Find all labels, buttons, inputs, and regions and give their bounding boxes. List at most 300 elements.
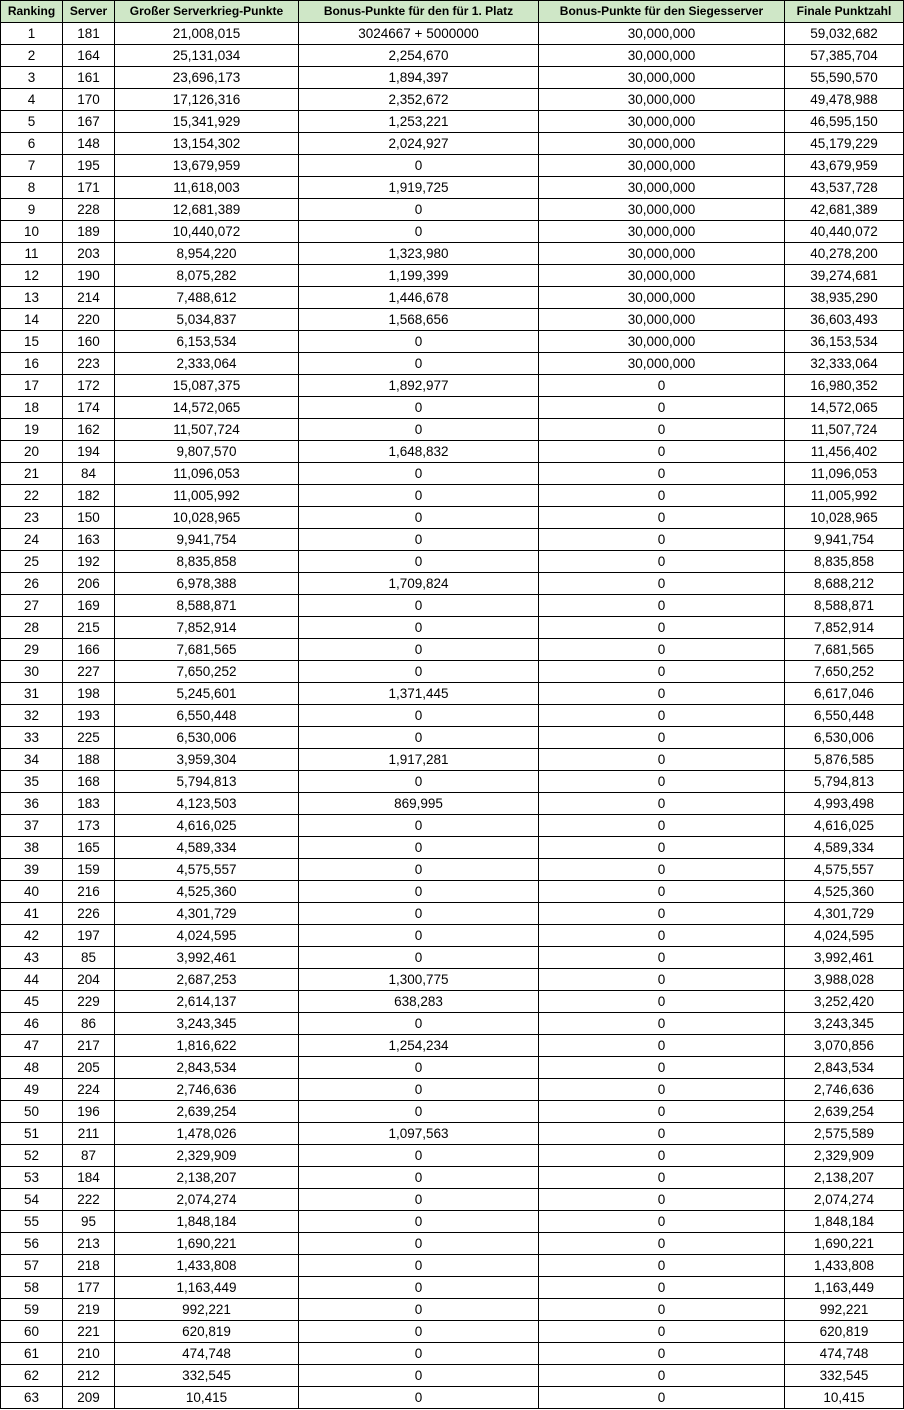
cell-server: 226 <box>63 903 115 925</box>
cell-ranking: 52 <box>1 1145 63 1167</box>
cell-serverwar-points: 2,614,137 <box>115 991 299 1013</box>
cell-server: 213 <box>63 1233 115 1255</box>
table-row <box>1 1079 904 1101</box>
cell-first-place-bonus: 1,917,281 <box>299 749 539 771</box>
cell-ranking: 11 <box>1 243 63 265</box>
cell-ranking: 60 <box>1 1321 63 1343</box>
cell-serverwar-points: 11,005,992 <box>115 485 299 507</box>
table-row <box>1 749 904 771</box>
cell-final-score: 8,588,871 <box>785 595 904 617</box>
cell-server: 172 <box>63 375 115 397</box>
cell-server: 196 <box>63 1101 115 1123</box>
cell-final-score: 11,456,402 <box>785 441 904 463</box>
cell-first-place-bonus: 0 <box>299 947 539 969</box>
cell-server: 195 <box>63 155 115 177</box>
cell-server: 177 <box>63 1277 115 1299</box>
cell-serverwar-points: 21,008,015 <box>115 23 299 45</box>
cell-serverwar-points: 5,245,601 <box>115 683 299 705</box>
cell-first-place-bonus: 1,648,832 <box>299 441 539 463</box>
cell-server: 214 <box>63 287 115 309</box>
cell-server: 181 <box>63 23 115 45</box>
cell-final-score: 6,550,448 <box>785 705 904 727</box>
table-row <box>1 1321 904 1343</box>
cell-final-score: 38,935,290 <box>785 287 904 309</box>
cell-server: 219 <box>63 1299 115 1321</box>
cell-victory-server-bonus: 0 <box>539 639 785 661</box>
cell-serverwar-points: 620,819 <box>115 1321 299 1343</box>
cell-first-place-bonus: 0 <box>299 771 539 793</box>
cell-victory-server-bonus: 0 <box>539 1167 785 1189</box>
table-row <box>1 727 904 749</box>
table-row <box>1 67 904 89</box>
cell-victory-server-bonus: 0 <box>539 859 785 881</box>
table-row <box>1 441 904 463</box>
table-row <box>1 23 904 45</box>
cell-serverwar-points: 10,028,965 <box>115 507 299 529</box>
cell-final-score: 1,848,184 <box>785 1211 904 1233</box>
cell-serverwar-points: 9,807,570 <box>115 441 299 463</box>
cell-serverwar-points: 12,681,389 <box>115 199 299 221</box>
table-row <box>1 507 904 529</box>
cell-serverwar-points: 6,978,388 <box>115 573 299 595</box>
cell-first-place-bonus: 0 <box>299 1145 539 1167</box>
cell-server: 162 <box>63 419 115 441</box>
cell-ranking: 2 <box>1 45 63 67</box>
cell-ranking: 10 <box>1 221 63 243</box>
header-first-place-bonus: Bonus-Punkte für den für 1. Platz <box>299 1 539 23</box>
table-row <box>1 45 904 67</box>
cell-final-score: 45,179,229 <box>785 133 904 155</box>
cell-victory-server-bonus: 0 <box>539 441 785 463</box>
cell-server: 194 <box>63 441 115 463</box>
cell-server: 229 <box>63 991 115 1013</box>
cell-server: 167 <box>63 111 115 133</box>
cell-server: 169 <box>63 595 115 617</box>
cell-first-place-bonus: 0 <box>299 199 539 221</box>
cell-final-score: 332,545 <box>785 1365 904 1387</box>
cell-victory-server-bonus: 0 <box>539 683 785 705</box>
table-row <box>1 1211 904 1233</box>
cell-server: 221 <box>63 1321 115 1343</box>
cell-final-score: 4,575,557 <box>785 859 904 881</box>
cell-serverwar-points: 7,488,612 <box>115 287 299 309</box>
cell-victory-server-bonus: 0 <box>539 793 785 815</box>
cell-final-score: 4,024,595 <box>785 925 904 947</box>
cell-serverwar-points: 2,074,274 <box>115 1189 299 1211</box>
cell-first-place-bonus: 0 <box>299 155 539 177</box>
table-row <box>1 133 904 155</box>
cell-serverwar-points: 6,550,448 <box>115 705 299 727</box>
cell-first-place-bonus: 0 <box>299 1255 539 1277</box>
cell-victory-server-bonus: 0 <box>539 1343 785 1365</box>
table-row <box>1 595 904 617</box>
cell-ranking: 43 <box>1 947 63 969</box>
cell-first-place-bonus: 0 <box>299 705 539 727</box>
cell-serverwar-points: 14,572,065 <box>115 397 299 419</box>
header-server: Server <box>63 1 115 23</box>
table-body <box>1 23 904 1409</box>
cell-ranking: 49 <box>1 1079 63 1101</box>
cell-final-score: 474,748 <box>785 1343 904 1365</box>
cell-server: 166 <box>63 639 115 661</box>
table-row <box>1 793 904 815</box>
cell-server: 170 <box>63 89 115 111</box>
cell-serverwar-points: 1,433,808 <box>115 1255 299 1277</box>
header-final-score: Finale Punktzahl <box>785 1 904 23</box>
cell-first-place-bonus: 0 <box>299 595 539 617</box>
cell-victory-server-bonus: 0 <box>539 1211 785 1233</box>
cell-victory-server-bonus: 0 <box>539 1189 785 1211</box>
cell-victory-server-bonus: 0 <box>539 1365 785 1387</box>
cell-final-score: 6,617,046 <box>785 683 904 705</box>
cell-victory-server-bonus: 30,000,000 <box>539 89 785 111</box>
cell-ranking: 44 <box>1 969 63 991</box>
cell-serverwar-points: 8,835,858 <box>115 551 299 573</box>
cell-ranking: 37 <box>1 815 63 837</box>
cell-first-place-bonus: 0 <box>299 1233 539 1255</box>
cell-victory-server-bonus: 0 <box>539 947 785 969</box>
cell-final-score: 7,852,914 <box>785 617 904 639</box>
cell-server: 150 <box>63 507 115 529</box>
cell-ranking: 3 <box>1 67 63 89</box>
cell-victory-server-bonus: 30,000,000 <box>539 133 785 155</box>
cell-server: 224 <box>63 1079 115 1101</box>
cell-victory-server-bonus: 30,000,000 <box>539 221 785 243</box>
table-row <box>1 969 904 991</box>
cell-server: 204 <box>63 969 115 991</box>
cell-server: 160 <box>63 331 115 353</box>
cell-victory-server-bonus: 0 <box>539 1277 785 1299</box>
cell-victory-server-bonus: 0 <box>539 749 785 771</box>
cell-victory-server-bonus: 0 <box>539 507 785 529</box>
cell-ranking: 46 <box>1 1013 63 1035</box>
cell-victory-server-bonus: 0 <box>539 1035 785 1057</box>
cell-first-place-bonus: 1,568,656 <box>299 309 539 331</box>
cell-victory-server-bonus: 30,000,000 <box>539 353 785 375</box>
cell-serverwar-points: 4,616,025 <box>115 815 299 837</box>
cell-ranking: 36 <box>1 793 63 815</box>
cell-victory-server-bonus: 0 <box>539 815 785 837</box>
cell-victory-server-bonus: 30,000,000 <box>539 243 785 265</box>
cell-victory-server-bonus: 0 <box>539 551 785 573</box>
cell-server: 87 <box>63 1145 115 1167</box>
cell-ranking: 13 <box>1 287 63 309</box>
cell-final-score: 6,530,006 <box>785 727 904 749</box>
table-row <box>1 177 904 199</box>
table-row <box>1 221 904 243</box>
cell-server: 86 <box>63 1013 115 1035</box>
cell-victory-server-bonus: 0 <box>539 661 785 683</box>
cell-victory-server-bonus: 0 <box>539 903 785 925</box>
cell-server: 211 <box>63 1123 115 1145</box>
table-row <box>1 1189 904 1211</box>
cell-first-place-bonus: 1,709,824 <box>299 573 539 595</box>
cell-first-place-bonus: 0 <box>299 1299 539 1321</box>
cell-ranking: 50 <box>1 1101 63 1123</box>
cell-final-score: 3,992,461 <box>785 947 904 969</box>
cell-final-score: 1,690,221 <box>785 1233 904 1255</box>
cell-first-place-bonus: 0 <box>299 1321 539 1343</box>
cell-server: 163 <box>63 529 115 551</box>
cell-final-score: 42,681,389 <box>785 199 904 221</box>
cell-serverwar-points: 8,075,282 <box>115 265 299 287</box>
cell-serverwar-points: 1,848,184 <box>115 1211 299 1233</box>
cell-first-place-bonus: 0 <box>299 1189 539 1211</box>
cell-victory-server-bonus: 0 <box>539 397 785 419</box>
cell-ranking: 48 <box>1 1057 63 1079</box>
cell-first-place-bonus: 0 <box>299 419 539 441</box>
cell-server: 171 <box>63 177 115 199</box>
cell-final-score: 10,028,965 <box>785 507 904 529</box>
cell-server: 164 <box>63 45 115 67</box>
cell-first-place-bonus: 0 <box>299 1101 539 1123</box>
cell-final-score: 9,941,754 <box>785 529 904 551</box>
cell-server: 222 <box>63 1189 115 1211</box>
cell-first-place-bonus: 1,446,678 <box>299 287 539 309</box>
cell-victory-server-bonus: 0 <box>539 1299 785 1321</box>
cell-serverwar-points: 9,941,754 <box>115 529 299 551</box>
cell-final-score: 3,252,420 <box>785 991 904 1013</box>
cell-final-score: 2,329,909 <box>785 1145 904 1167</box>
table-row <box>1 397 904 419</box>
cell-serverwar-points: 4,589,334 <box>115 837 299 859</box>
table-row <box>1 947 904 969</box>
cell-serverwar-points: 2,639,254 <box>115 1101 299 1123</box>
cell-serverwar-points: 2,687,253 <box>115 969 299 991</box>
cell-ranking: 38 <box>1 837 63 859</box>
cell-first-place-bonus: 0 <box>299 1387 539 1409</box>
cell-ranking: 31 <box>1 683 63 705</box>
cell-server: 165 <box>63 837 115 859</box>
cell-final-score: 43,679,959 <box>785 155 904 177</box>
cell-ranking: 27 <box>1 595 63 617</box>
cell-final-score: 8,835,858 <box>785 551 904 573</box>
cell-victory-server-bonus: 30,000,000 <box>539 111 785 133</box>
table-row <box>1 683 904 705</box>
cell-first-place-bonus: 0 <box>299 1079 539 1101</box>
cell-victory-server-bonus: 0 <box>539 925 785 947</box>
cell-victory-server-bonus: 30,000,000 <box>539 67 785 89</box>
table-row <box>1 1277 904 1299</box>
cell-first-place-bonus: 0 <box>299 1365 539 1387</box>
cell-server: 220 <box>63 309 115 331</box>
cell-final-score: 2,575,589 <box>785 1123 904 1145</box>
cell-serverwar-points: 25,131,034 <box>115 45 299 67</box>
table-row <box>1 199 904 221</box>
cell-serverwar-points: 6,530,006 <box>115 727 299 749</box>
cell-serverwar-points: 1,690,221 <box>115 1233 299 1255</box>
cell-ranking: 25 <box>1 551 63 573</box>
table-row <box>1 375 904 397</box>
cell-final-score: 3,070,856 <box>785 1035 904 1057</box>
cell-ranking: 45 <box>1 991 63 1013</box>
cell-final-score: 3,243,345 <box>785 1013 904 1035</box>
cell-server: 198 <box>63 683 115 705</box>
cell-ranking: 9 <box>1 199 63 221</box>
header-serverwar-points: Großer Serverkrieg-Punkte <box>115 1 299 23</box>
cell-first-place-bonus: 869,995 <box>299 793 539 815</box>
cell-first-place-bonus: 0 <box>299 1057 539 1079</box>
cell-final-score: 2,639,254 <box>785 1101 904 1123</box>
cell-victory-server-bonus: 0 <box>539 991 785 1013</box>
cell-final-score: 59,032,682 <box>785 23 904 45</box>
table-row <box>1 639 904 661</box>
cell-first-place-bonus: 0 <box>299 903 539 925</box>
cell-victory-server-bonus: 0 <box>539 1233 785 1255</box>
cell-ranking: 4 <box>1 89 63 111</box>
cell-victory-server-bonus: 0 <box>539 617 785 639</box>
cell-server: 85 <box>63 947 115 969</box>
cell-first-place-bonus: 3024667 + 5000000 <box>299 23 539 45</box>
cell-final-score: 46,595,150 <box>785 111 904 133</box>
cell-serverwar-points: 2,329,909 <box>115 1145 299 1167</box>
cell-server: 215 <box>63 617 115 639</box>
table-row <box>1 1167 904 1189</box>
table-row <box>1 1387 904 1409</box>
table-row <box>1 89 904 111</box>
cell-final-score: 4,616,025 <box>785 815 904 837</box>
cell-server: 216 <box>63 881 115 903</box>
cell-first-place-bonus: 0 <box>299 485 539 507</box>
cell-first-place-bonus: 0 <box>299 1167 539 1189</box>
cell-server: 206 <box>63 573 115 595</box>
cell-victory-server-bonus: 0 <box>539 1057 785 1079</box>
table-row <box>1 1233 904 1255</box>
cell-final-score: 2,843,534 <box>785 1057 904 1079</box>
cell-serverwar-points: 474,748 <box>115 1343 299 1365</box>
cell-first-place-bonus: 0 <box>299 529 539 551</box>
cell-victory-server-bonus: 0 <box>539 837 785 859</box>
cell-ranking: 59 <box>1 1299 63 1321</box>
cell-first-place-bonus: 0 <box>299 859 539 881</box>
header-ranking: Ranking <box>1 1 63 23</box>
table-row <box>1 1013 904 1035</box>
table-row <box>1 419 904 441</box>
cell-serverwar-points: 1,478,026 <box>115 1123 299 1145</box>
cell-serverwar-points: 11,618,003 <box>115 177 299 199</box>
cell-serverwar-points: 5,794,813 <box>115 771 299 793</box>
cell-ranking: 6 <box>1 133 63 155</box>
cell-final-score: 4,589,334 <box>785 837 904 859</box>
cell-ranking: 1 <box>1 23 63 45</box>
table-row <box>1 1365 904 1387</box>
table-row <box>1 111 904 133</box>
cell-final-score: 992,221 <box>785 1299 904 1321</box>
cell-serverwar-points: 3,992,461 <box>115 947 299 969</box>
cell-victory-server-bonus: 30,000,000 <box>539 199 785 221</box>
cell-serverwar-points: 7,650,252 <box>115 661 299 683</box>
cell-first-place-bonus: 1,300,775 <box>299 969 539 991</box>
cell-first-place-bonus: 0 <box>299 1211 539 1233</box>
cell-victory-server-bonus: 0 <box>539 1145 785 1167</box>
cell-first-place-bonus: 0 <box>299 661 539 683</box>
cell-first-place-bonus: 0 <box>299 463 539 485</box>
cell-serverwar-points: 1,163,449 <box>115 1277 299 1299</box>
cell-server: 95 <box>63 1211 115 1233</box>
cell-ranking: 28 <box>1 617 63 639</box>
cell-victory-server-bonus: 0 <box>539 1321 785 1343</box>
cell-serverwar-points: 13,679,959 <box>115 155 299 177</box>
cell-ranking: 32 <box>1 705 63 727</box>
cell-ranking: 8 <box>1 177 63 199</box>
cell-server: 189 <box>63 221 115 243</box>
cell-server: 192 <box>63 551 115 573</box>
cell-server: 190 <box>63 265 115 287</box>
cell-ranking: 18 <box>1 397 63 419</box>
cell-serverwar-points: 13,154,302 <box>115 133 299 155</box>
cell-ranking: 58 <box>1 1277 63 1299</box>
table-row <box>1 331 904 353</box>
cell-first-place-bonus: 1,892,977 <box>299 375 539 397</box>
cell-first-place-bonus: 0 <box>299 1277 539 1299</box>
cell-first-place-bonus: 1,199,399 <box>299 265 539 287</box>
cell-ranking: 29 <box>1 639 63 661</box>
cell-victory-server-bonus: 0 <box>539 1013 785 1035</box>
cell-victory-server-bonus: 0 <box>539 463 785 485</box>
cell-serverwar-points: 992,221 <box>115 1299 299 1321</box>
cell-final-score: 7,681,565 <box>785 639 904 661</box>
cell-server: 161 <box>63 67 115 89</box>
cell-first-place-bonus: 1,371,445 <box>299 683 539 705</box>
cell-serverwar-points: 3,243,345 <box>115 1013 299 1035</box>
cell-server: 217 <box>63 1035 115 1057</box>
cell-final-score: 4,993,498 <box>785 793 904 815</box>
cell-first-place-bonus: 1,919,725 <box>299 177 539 199</box>
cell-ranking: 51 <box>1 1123 63 1145</box>
header-row <box>1 1 904 23</box>
table-header <box>1 1 904 23</box>
table-row <box>1 661 904 683</box>
cell-first-place-bonus: 0 <box>299 837 539 859</box>
cell-victory-server-bonus: 0 <box>539 1123 785 1145</box>
cell-first-place-bonus: 0 <box>299 881 539 903</box>
cell-serverwar-points: 4,024,595 <box>115 925 299 947</box>
cell-victory-server-bonus: 30,000,000 <box>539 23 785 45</box>
cell-first-place-bonus: 1,323,980 <box>299 243 539 265</box>
cell-ranking: 57 <box>1 1255 63 1277</box>
cell-serverwar-points: 2,138,207 <box>115 1167 299 1189</box>
table-row <box>1 991 904 1013</box>
cell-ranking: 55 <box>1 1211 63 1233</box>
cell-server: 188 <box>63 749 115 771</box>
table-row <box>1 1123 904 1145</box>
cell-ranking: 5 <box>1 111 63 133</box>
cell-serverwar-points: 7,681,565 <box>115 639 299 661</box>
cell-victory-server-bonus: 0 <box>539 375 785 397</box>
cell-serverwar-points: 7,852,914 <box>115 617 299 639</box>
cell-first-place-bonus: 1,894,397 <box>299 67 539 89</box>
cell-server: 227 <box>63 661 115 683</box>
cell-ranking: 34 <box>1 749 63 771</box>
cell-ranking: 30 <box>1 661 63 683</box>
cell-serverwar-points: 15,087,375 <box>115 375 299 397</box>
cell-serverwar-points: 10,440,072 <box>115 221 299 243</box>
header-victory-server-bonus: Bonus-Punkte für den Siegesserver <box>539 1 785 23</box>
cell-ranking: 61 <box>1 1343 63 1365</box>
cell-server: 183 <box>63 793 115 815</box>
table-row <box>1 485 904 507</box>
cell-victory-server-bonus: 0 <box>539 969 785 991</box>
cell-final-score: 10,415 <box>785 1387 904 1409</box>
cell-ranking: 12 <box>1 265 63 287</box>
cell-first-place-bonus: 1,253,221 <box>299 111 539 133</box>
cell-final-score: 16,980,352 <box>785 375 904 397</box>
cell-victory-server-bonus: 0 <box>539 771 785 793</box>
cell-ranking: 40 <box>1 881 63 903</box>
cell-ranking: 22 <box>1 485 63 507</box>
cell-victory-server-bonus: 30,000,000 <box>539 155 785 177</box>
cell-serverwar-points: 5,034,837 <box>115 309 299 331</box>
